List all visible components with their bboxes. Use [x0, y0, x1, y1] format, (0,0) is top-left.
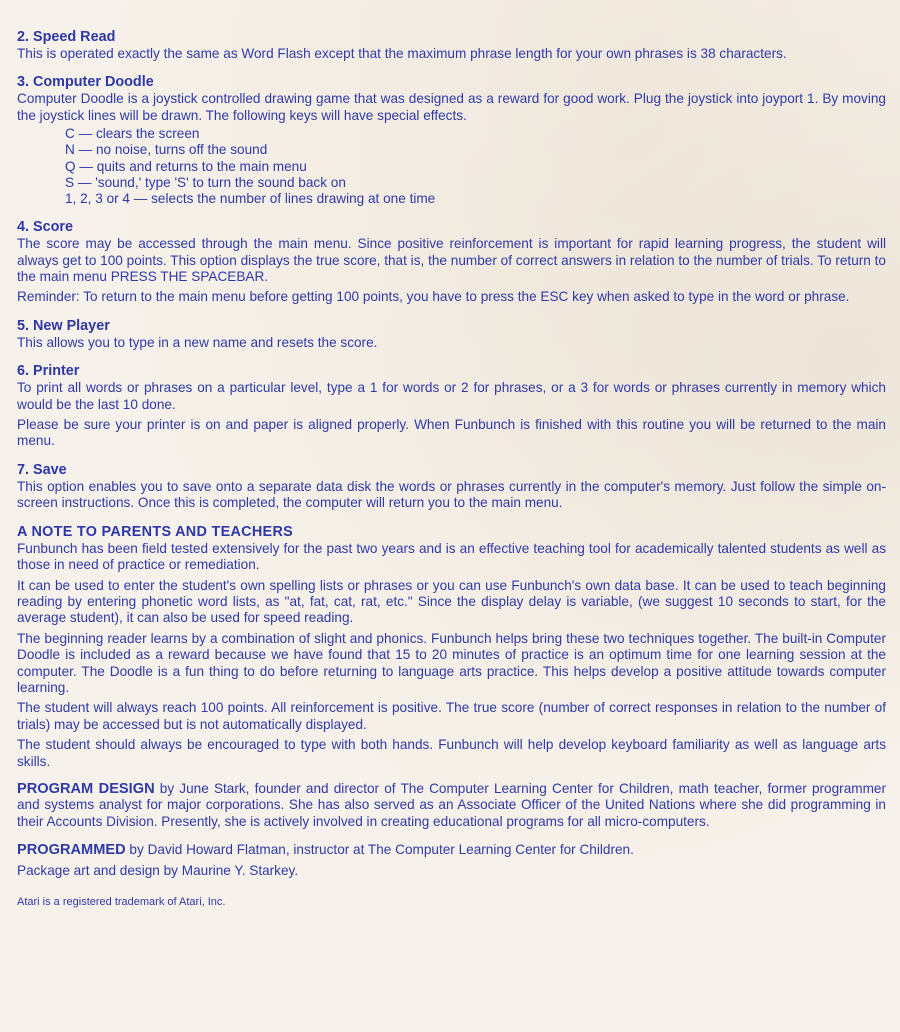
section-score: [17, 218, 886, 306]
doodle-key-item: C — clears the screen: [65, 126, 200, 142]
programmed-label: PROGRAMMED: [17, 842, 126, 859]
save-heading: 7. Save: [17, 461, 67, 478]
note-heading: A NOTE TO PARENTS AND TEACHERS: [17, 523, 294, 540]
section-note: [17, 523, 886, 770]
note-paragraph: Funbunch has been field tested extensively for the past two years and is an effective teaching tool for academically talented students as well as those in need of practice or remediation.: [17, 540, 886, 573]
package-art-credit: Package art and design by Maurine Y. Starkey.: [17, 862, 299, 878]
doodle-key-list: [65, 126, 886, 207]
doodle-key-item: 1, 2, 3 or 4 — selects the number of lines drawing at one time: [65, 191, 436, 207]
trademark-notice: Atari is a registered trademark of Atari, Inc.: [17, 896, 226, 909]
section-speed-read: [17, 28, 886, 62]
computer-doodle-text: Computer Doodle is a joystick controlled drawing game that was designed as a reward for good work. Plug the joystick into joyport 1. By moving the joystick lines will be drawn. The following keys will have special effects.: [17, 91, 886, 123]
program-design-label: PROGRAM DESIGN: [17, 780, 155, 797]
score-reminder: Reminder: To return to the main menu before getting 100 points, you have to press the ESC key when asked to type in the word or phrase.: [17, 289, 850, 305]
printer-text-2: Please be sure your printer is on and paper is aligned properly. When Funbunch is finished with this routine you will be returned to the main menu.: [17, 417, 886, 449]
speed-read-text: This is operated exactly the same as Word Flash except that the maximum phrase length for your own phrases is 38 characters.: [17, 46, 787, 61]
section-save: [17, 461, 886, 512]
section-computer-doodle: [17, 73, 886, 207]
programmed-text: by David Howard Flatman, instructor at The Computer Learning Center for Children.: [125, 842, 634, 858]
note-paragraph: The student will always reach 100 points. All reinforcement is positive. The true score (number of correct responses in relation to the number of trials) may be accessed but is not automatically displayed.: [17, 700, 886, 732]
programmed-credit: [17, 842, 886, 858]
program-design-text: by June Stark, founder and director of The Computer Learning Center for Children, math teacher, former programmer and systems analyst for major corporations. She has also served as an Associate Officer of the United Nations where she did programming in their Accounts Division. Presently, she is actively involved in creating educational programs for all micro-computers.: [17, 780, 886, 829]
section-printer: [17, 362, 886, 450]
score-heading: 4. Score: [17, 219, 73, 236]
computer-doodle-heading: 3. Computer Doodle: [17, 74, 154, 91]
new-player-text: This allows you to type in a new name and resets the score.: [17, 334, 378, 350]
section-credits: [17, 781, 886, 909]
note-paragraph: The student should always be encouraged to type with both hands. Funbunch will help develop keyboard familiarity as well as language arts skills.: [17, 737, 886, 769]
program-design-credit: [17, 781, 886, 830]
speed-read-heading: 2. Speed Read: [17, 29, 116, 45]
section-new-player: [17, 317, 886, 351]
printer-heading: 6. Printer: [17, 363, 80, 380]
note-paragraph: The beginning reader learns by a combination of slight and phonics. Funbunch helps bring these two techniques together. The built-in Computer Doodle is included as a reward because we have found that 15 to 20 minutes of practice is an optimum time for one learning session at the computer. The Doodle is a fun thing to do before returning to language arts practice. This helps develop a positive attitude towards computer learning.: [17, 630, 886, 695]
doodle-key-item: S — 'sound,' type 'S' to turn the sound back on: [65, 174, 346, 190]
printer-text: To print all words or phrases on a particular level, type a 1 for words or 2 for phrases, or a 3 for words or phrases currently in memory which would be the last 10 done.: [17, 380, 886, 412]
save-text: This option enables you to save onto a separate data disk the words or phrases currently in the computer's memory. Just follow the simple on-screen instructions. Once this is completed, the computer will return you to the main menu.: [17, 478, 886, 511]
doodle-key-item: N — no noise, turns off the sound: [65, 142, 268, 158]
doodle-key-item: Q — quits and returns to the main menu: [65, 158, 307, 174]
new-player-heading: 5. New Player: [17, 317, 110, 334]
score-text: The score may be accessed through the main menu. Since positive reinforcement is important for rapid learning progress, the student will always get to 100 points. This option displays the true score, that is, the number of correct answers in relation to the number of trials. To return to the main menu PRESS THE SPACEBAR.: [17, 236, 886, 285]
note-paragraph: It can be used to enter the student's own spelling lists or phrases or you can use Funbunch's own data base. It can be used to teach beginning reading by entering phonetic word lists, as "at, fat, cat, rat, etc." Since the display delay is variable, (we suggest 10 seconds to start, for the average student), it can also be used for speed reading.: [17, 577, 886, 626]
